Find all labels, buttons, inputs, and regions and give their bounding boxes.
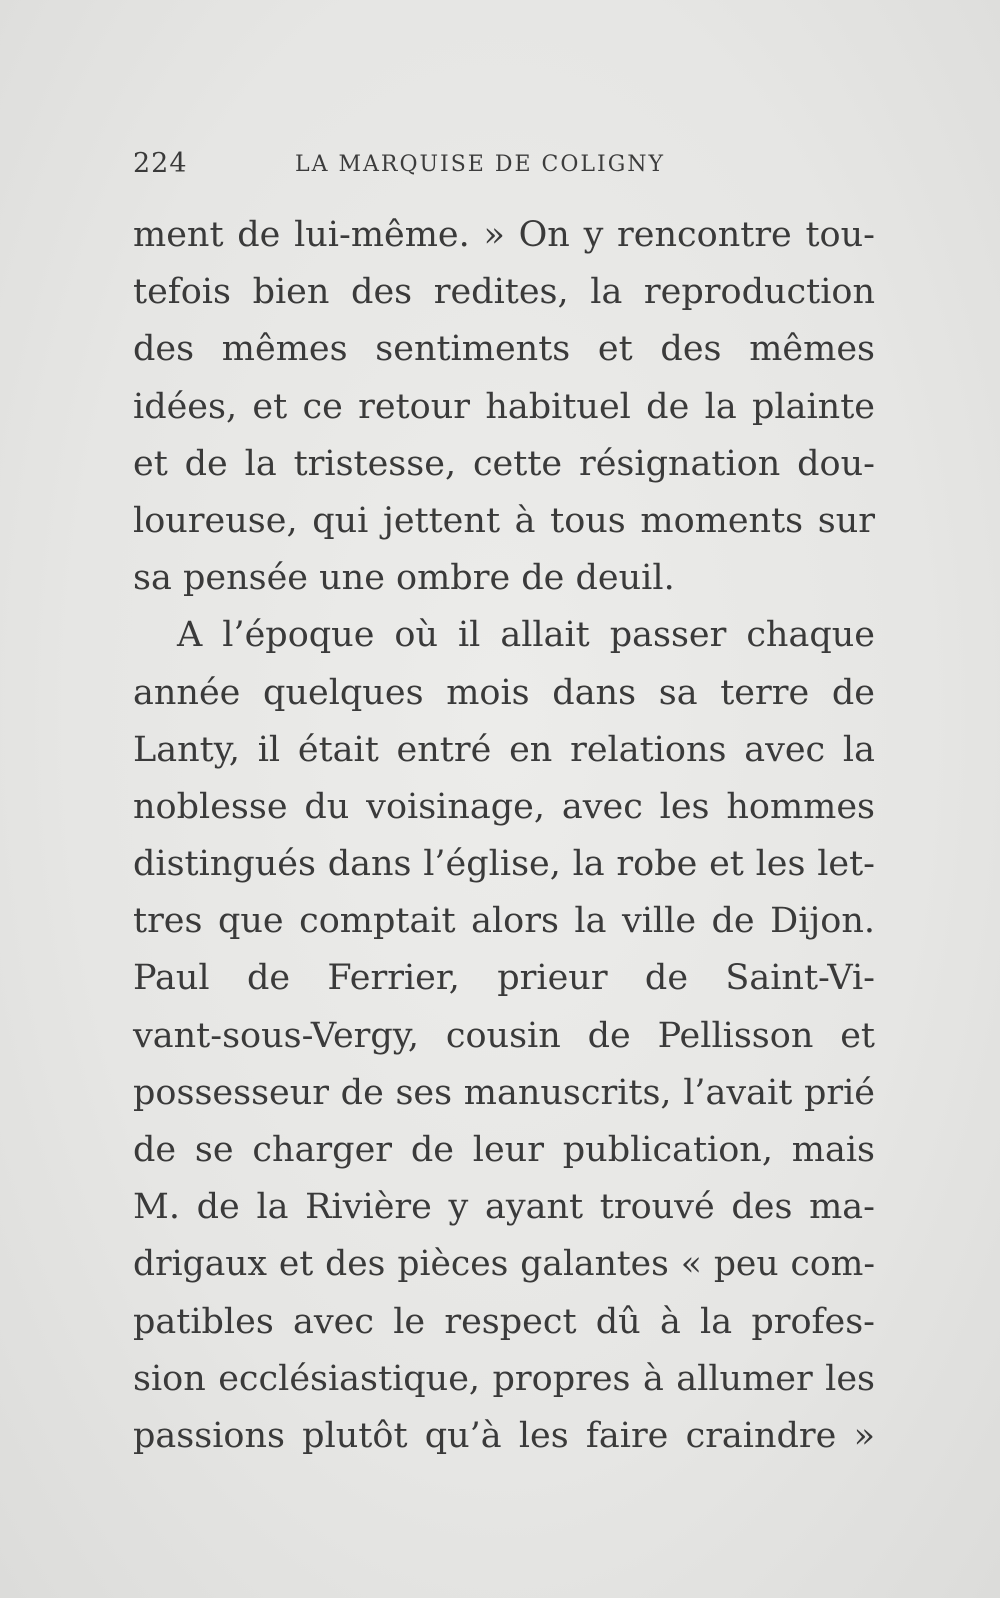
text-line: tefois bien des redites, la reproduction <box>133 272 875 313</box>
page-number: 224 <box>133 148 188 179</box>
paragraph-end-line: sa pensée une ombre de deuil. <box>133 558 675 599</box>
running-head <box>133 148 873 184</box>
text-line: distingués dans l’église, la robe et les let- <box>133 844 875 885</box>
text-line: ment de lui-même. » On y rencontre tou- <box>133 215 875 255</box>
text-line: et de la tristesse, cette résignation dou- <box>133 443 875 484</box>
text-line: sion ecclésiastique, propres à allumer les <box>133 1358 875 1399</box>
text-line: vant-sous-Vergy, cousin de Pellisson et <box>133 1015 875 1056</box>
text-line: Paul de Ferrier, prieur de Saint-Vi- <box>133 958 875 999</box>
text-line: des mêmes sentiments et des mêmes <box>133 329 875 370</box>
text-line: Lanty, il était entré en relations avec la <box>133 729 875 770</box>
text-line: drigaux et des pièces galantes « peu com- <box>133 1244 875 1285</box>
text-line: noblesse du voisinage, avec les hommes <box>133 786 875 827</box>
text-line: M. de la Rivière y ayant trouvé des ma- <box>133 1187 875 1228</box>
text-line: de se charger de leur publication, mais <box>133 1130 875 1170</box>
text-line: année quelques mois dans sa terre de <box>133 672 875 713</box>
text-line: passions plutôt qu’à les faire craindre » <box>133 1415 875 1456</box>
text-line: tres que comptait alors la ville de Dijon. <box>133 901 875 942</box>
body-text <box>133 207 875 1465</box>
text-line: idées, et ce retour habituel de la plainte <box>133 386 875 427</box>
running-title: LA MARQUISE DE COLIGNY <box>295 152 666 177</box>
text-line: possesseur de ses manuscrits, l’avait prié <box>133 1072 875 1113</box>
text-line: patibles avec le respect dû à la profes- <box>133 1301 875 1342</box>
paragraph-start-line: A l’époque où il allait passer chaque <box>177 615 875 656</box>
text-line: loureuse, qui jettent à tous moments sur <box>133 500 875 541</box>
